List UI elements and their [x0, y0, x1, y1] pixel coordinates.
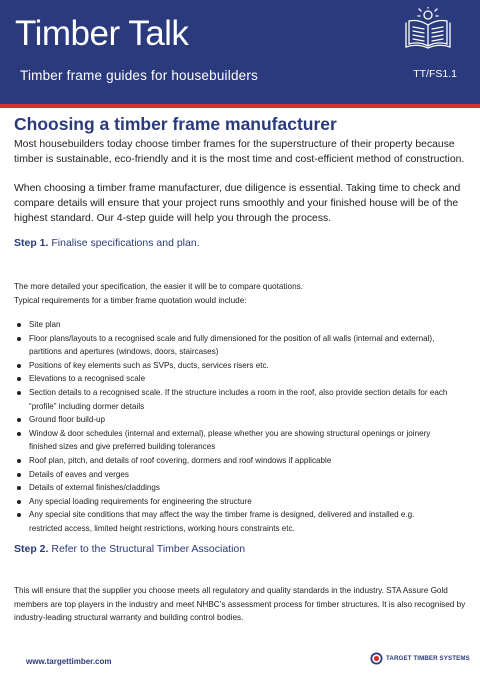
- list-item: Section details to a recognised scale. If the structure includes a room in the roof, also provide section details for each: [14, 386, 466, 400]
- bullet-icon: [17, 432, 21, 436]
- list-item: Roof plan, pitch, and details of roof covering, dormers and roof windows if applicable: [14, 454, 466, 468]
- list-item-continuation: restricted access, limited height restrictions, working hours constraints etc.: [29, 523, 295, 533]
- open-book-lightbulb-icon: [403, 7, 453, 51]
- bullet-icon: [17, 500, 21, 504]
- list-item: Details of eaves and verges: [14, 468, 466, 482]
- page-title: Choosing a timber frame manufacturer: [14, 114, 337, 134]
- step-1-title: Finalise specifications and plan.: [51, 237, 200, 249]
- bullet-icon: [17, 473, 21, 477]
- list-item-continuation: partitions and apertures (windows, doors, staircases): [29, 347, 219, 357]
- header-banner: [0, 0, 480, 104]
- step-1-heading: [14, 237, 200, 249]
- step-2-label: Step 2.: [14, 543, 49, 555]
- list-item: Details of external finishes/claddings: [14, 481, 466, 495]
- bullet-icon: [17, 391, 21, 395]
- brand-title: Timber Talk: [15, 14, 189, 53]
- website-link[interactable]: www.targettimber.com: [26, 657, 112, 666]
- list-item: Ground floor build-up: [14, 413, 466, 427]
- tagline: Timber frame guides for housebuilders: [20, 68, 259, 83]
- step-2-body: This will ensure that the supplier you choose meets all regulatory and quality standards in the industry. STA Assure Gold members are top players in the industry and meet NHBC’s assessment process for timber structures. It is also recognised by industry-leading structural warranty and building control bodies.: [14, 586, 466, 622]
- bullet-icon: [17, 337, 21, 341]
- bullet-icon: [17, 459, 21, 463]
- list-item: Window & door schedules (internal and external), please whether you are showing structural openings or joinery: [14, 427, 466, 441]
- bullet-icon: [17, 513, 21, 517]
- list-item: Floor plans/layouts to a recognised scale and fully dimensioned for the position of all walls (internal and external),: [14, 332, 466, 346]
- intro-paragraph-2: When choosing a timber frame manufacturer, due diligence is essential. Taking time to check and compare details will ensure that your project runs smoothly and your finished house will be of the highest standard. Our 4-step guide will help you through the process.: [14, 183, 461, 224]
- list-item-continuation: “profile” including dormer details: [29, 401, 145, 411]
- document-code: TT/FS1.1: [413, 68, 457, 80]
- company-name: TARGET TIMBER SYSTEMS: [386, 655, 470, 662]
- list-item: Elevations to a recognised scale: [14, 372, 466, 386]
- list-item: Site plan: [14, 318, 466, 332]
- bullet-icon: [17, 486, 21, 490]
- requirements-list: [14, 318, 466, 536]
- step-2-heading: [14, 543, 245, 555]
- bullet-icon: [17, 377, 21, 381]
- list-item: Any special site conditions that may affect the way the timber frame is designed, delivered and installed e.g.: [14, 508, 466, 522]
- intro-paragraph-1: Most housebuilders today choose timber frames for the superstructure of their property because timber is sustainable, eco-friendly and it is the most time and cost-efficient method of construction.: [14, 139, 465, 165]
- bullet-icon: [17, 323, 21, 327]
- step-1-label: Step 1.: [14, 237, 49, 249]
- bullet-icon: [17, 364, 21, 368]
- step-1-lead-1: The more detailed your specification, the easier it will be to compare quotations.: [14, 282, 303, 291]
- step-2-title: Refer to the Structural Timber Association: [51, 543, 246, 555]
- list-item: Any special loading requirements for engineering the structure: [14, 495, 466, 509]
- target-roundel-logo: [370, 652, 383, 665]
- bullet-icon: [17, 418, 21, 422]
- step-1-lead-2: Typical requirements for a timber frame quotation would include:: [14, 296, 247, 305]
- header-divider: [0, 104, 480, 108]
- list-item-continuation: finished sizes and give preferred building tolerances: [29, 442, 216, 452]
- list-item: Positions of key elements such as SVPs, ducts, services risers etc.: [14, 359, 466, 373]
